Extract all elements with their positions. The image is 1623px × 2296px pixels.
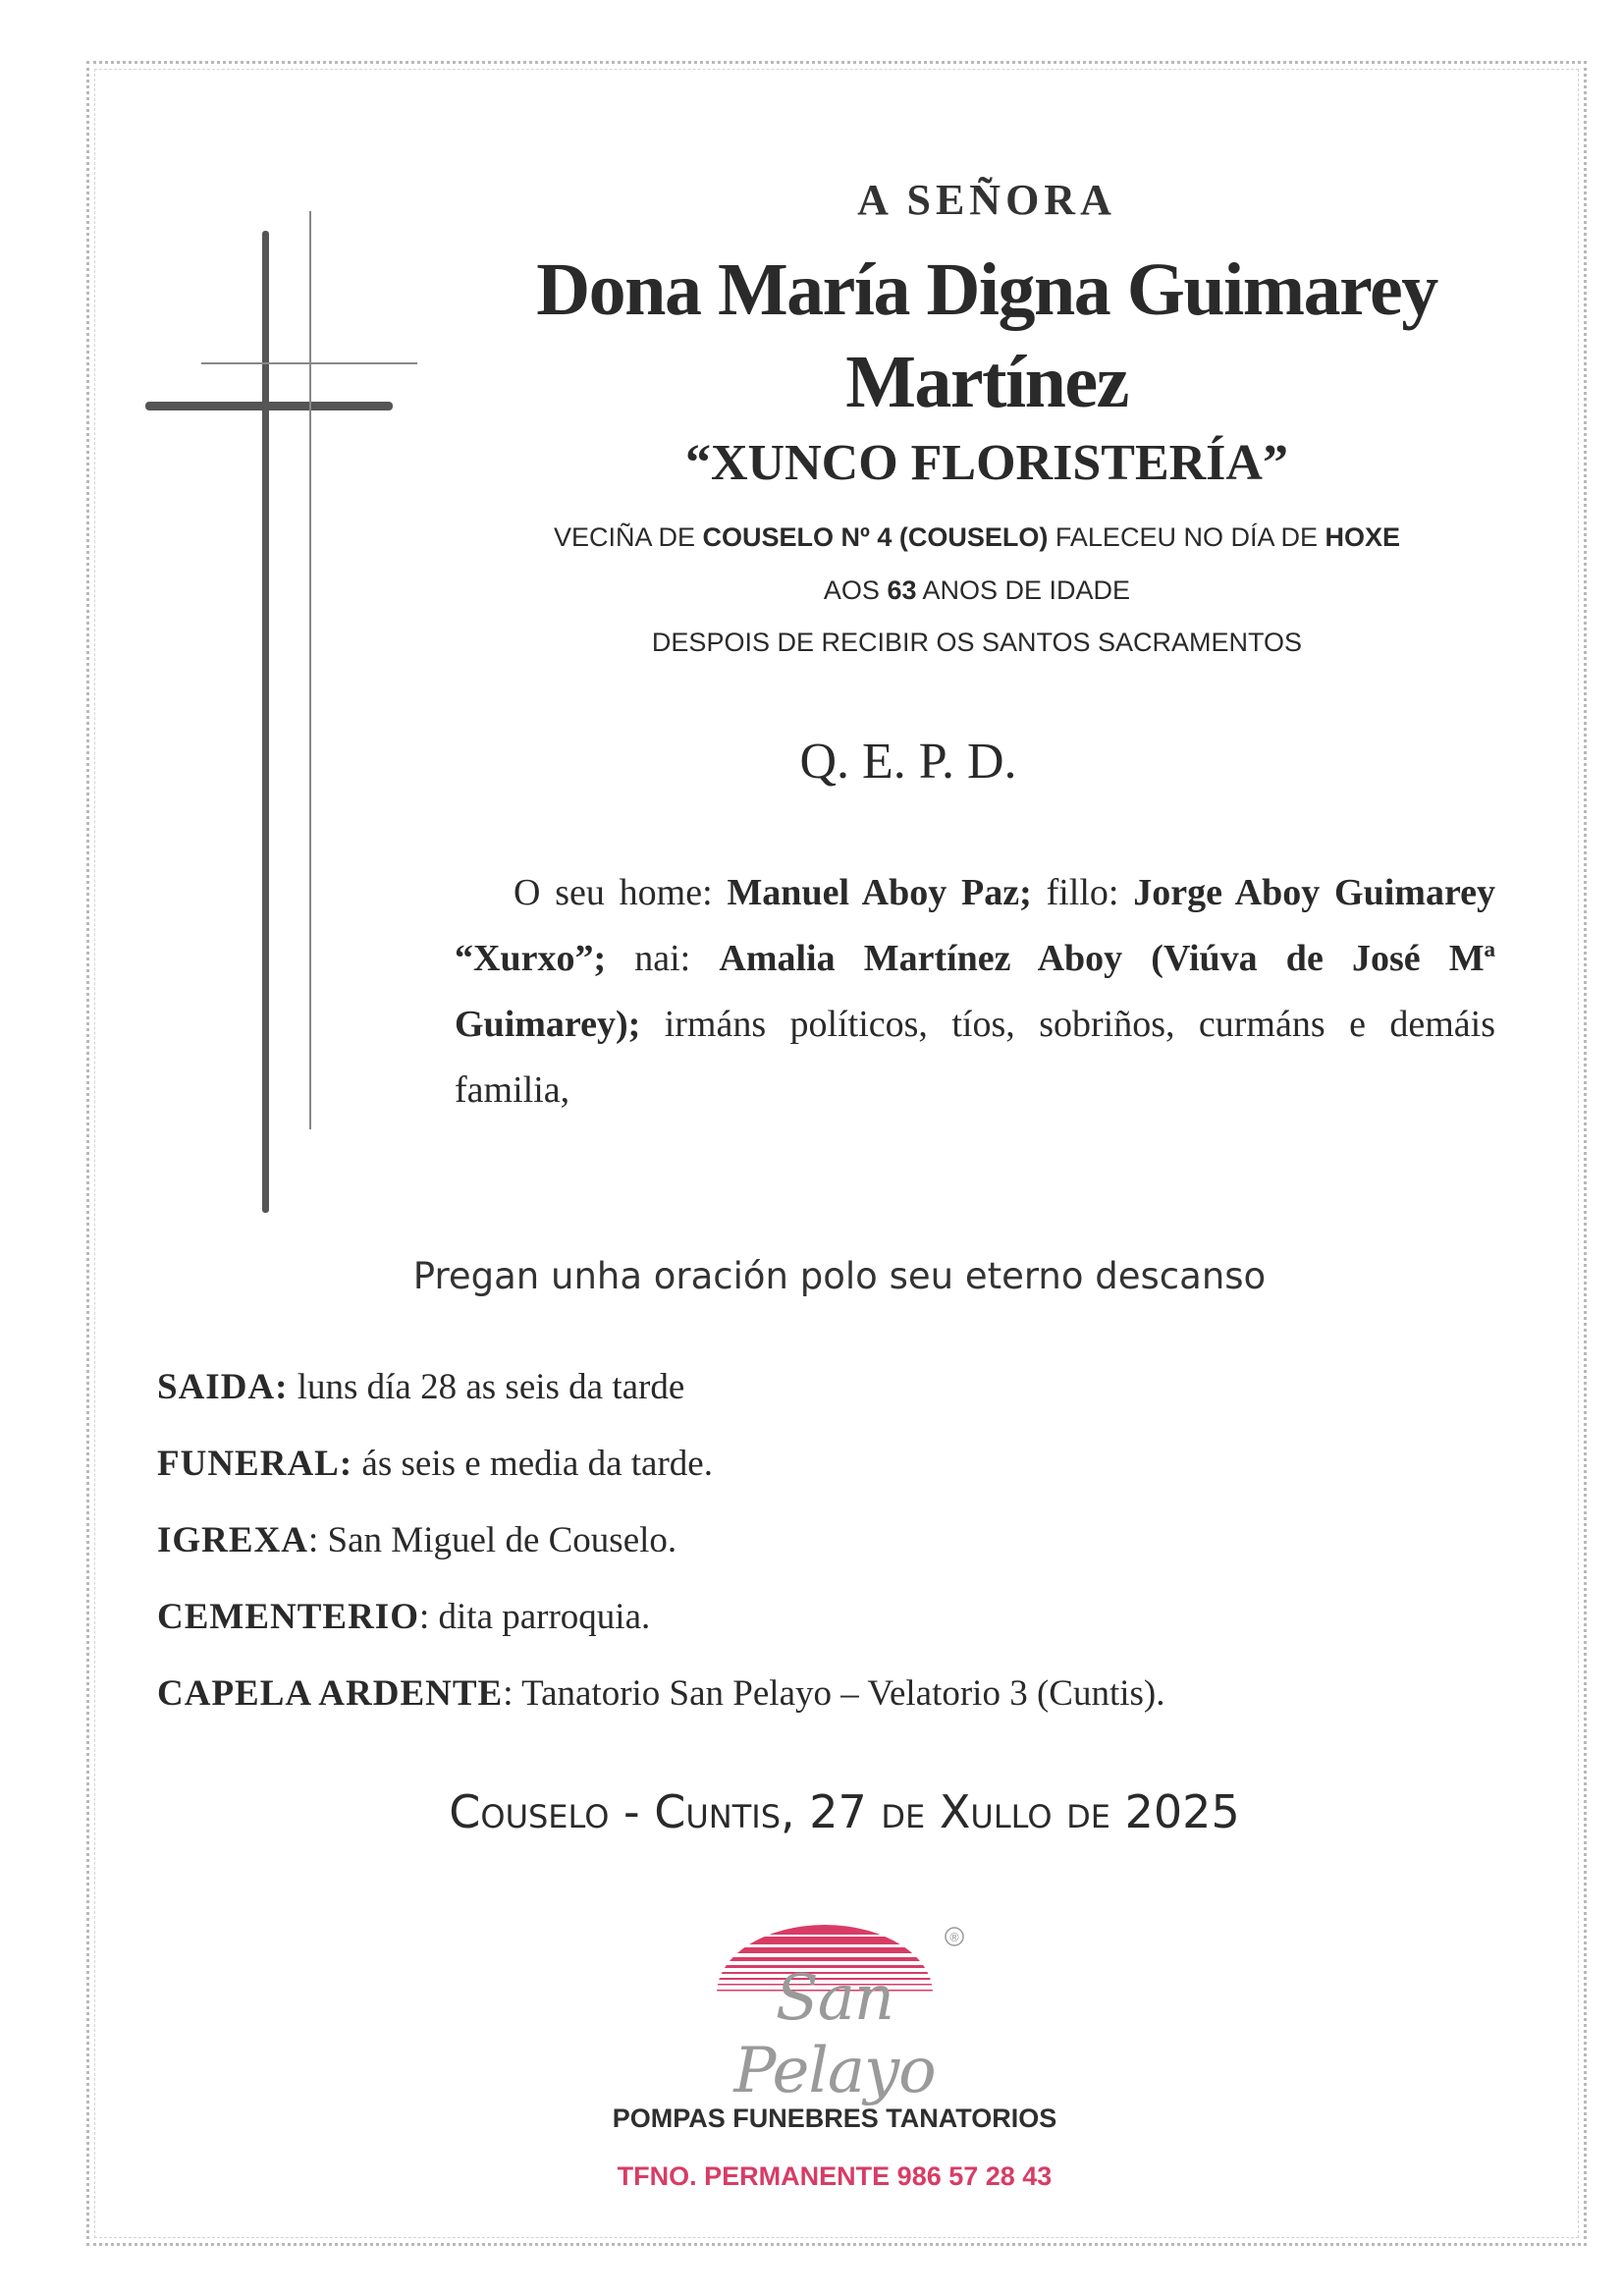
detail-row-funeral: FUNERAL: ás seis e media da tarde. bbox=[157, 1444, 713, 1484]
svg-text:®: ® bbox=[948, 1931, 960, 1944]
cross-icon bbox=[137, 211, 432, 1213]
ceremony-details bbox=[157, 1363, 1434, 1746]
info-line-age: AOS 63 ANOS DE IDADE bbox=[823, 575, 1131, 605]
date-place: Couselo - Cuntis, 27 de Xullo de 2025 bbox=[449, 1785, 1240, 1838]
detail-row-capela: CAPELA ARDENTE: Tanatorio San Pelayo – Velatorio 3 (Cuntis). bbox=[157, 1673, 1165, 1714]
qepd-text: Q. E. P. D. bbox=[799, 734, 1017, 790]
info-line-sacraments: DESPOIS DE RECIBIR OS SANTOS SACRAMENTOS bbox=[651, 628, 1303, 657]
detail-row-saida: SAIDA: luns día 28 as seis da tarde bbox=[157, 1367, 685, 1407]
company-phone: TFNO. PERMANENTE 986 57 28 43 bbox=[617, 2161, 1053, 2191]
deceased-name: Dona María Digna Guimarey Martínez bbox=[536, 248, 1437, 423]
prayer-text: Pregan unha oración polo seu eterno descanso bbox=[412, 1255, 1267, 1297]
company-tagline: POMPAS FUNEBRES TANATORIOS bbox=[612, 2104, 1057, 2133]
title-prefix: A SEÑORA bbox=[857, 176, 1116, 224]
logo-wordmark: San Pelayo bbox=[733, 1962, 936, 2107]
family-paragraph: O seu home: Manuel Aboy Paz; fillo: Jorge Aboy Guimarey “Xurxo”; nai: Amalia Martínez Aboy (Viúva de José Mª Guimarey); irmáns políticos, tíos, sobriños, curmáns e demáis familia, bbox=[455, 872, 1495, 1111]
detail-row-igrexa: IGREXA: San Miguel de Couselo. bbox=[157, 1520, 677, 1560]
info-line-residence: VECIÑA DE COUSELO Nº 4 (COUSELO) FALECEU NO DÍA DE HOXE bbox=[553, 522, 1401, 552]
deceased-alias: “XUNCO FLORISTERÍA” bbox=[685, 435, 1288, 491]
detail-row-cementerio: CEMENTERIO: dita parroquia. bbox=[157, 1597, 651, 1637]
